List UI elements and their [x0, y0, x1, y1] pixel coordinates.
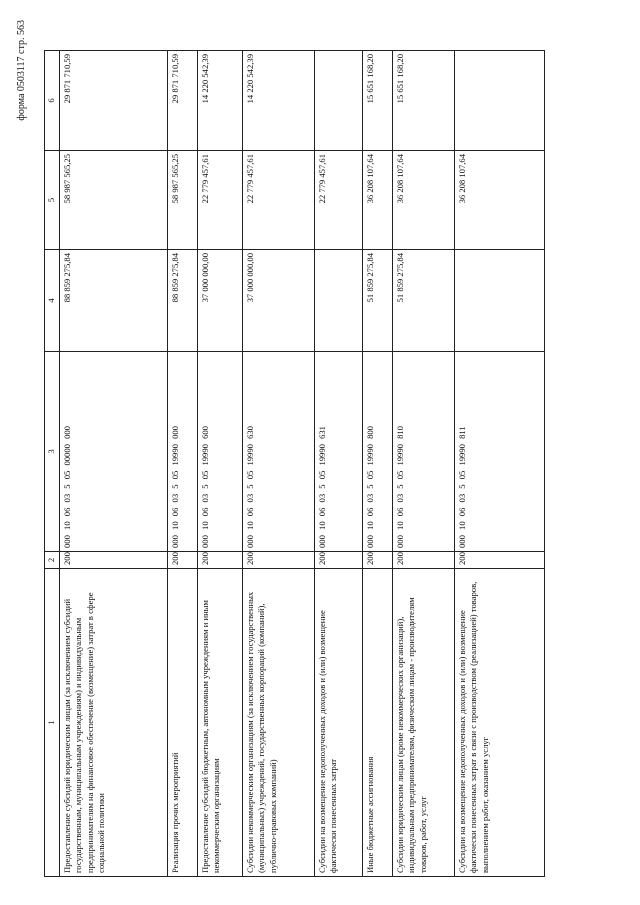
- row-name: Субсидии на возмещение недополученных доходов и (или) возмещение фактически понесенных затрат: [315, 569, 363, 877]
- row-classification-code: 000 10 06 03 5 05 19990 630: [243, 352, 315, 552]
- row-executed: 22 779 457,61: [198, 151, 243, 250]
- table-row: [198, 51, 243, 877]
- row-line-code: 200: [243, 552, 315, 569]
- row-classification-code: 000 10 06 03 5 05 19990 631: [315, 352, 363, 552]
- table-row: [243, 51, 315, 877]
- row-line-code: 200: [168, 552, 198, 569]
- column-header-5: 5: [45, 151, 60, 250]
- row-executed: 58 987 565,25: [60, 151, 168, 250]
- row-classification-code: 000 10 06 03 5 05 19990 810: [393, 352, 455, 552]
- row-unexecuted: [455, 51, 545, 151]
- row-classification-code: 000 10 06 03 5 05 19990 811: [455, 352, 545, 552]
- row-classification-code: 000 10 06 03 5 05 19990 600: [198, 352, 243, 552]
- row-line-code: 200: [363, 552, 393, 569]
- column-header-3: 3: [45, 352, 60, 552]
- row-line-code: 200: [60, 552, 168, 569]
- row-unexecuted: 15 651 168,20: [393, 51, 455, 151]
- table-row: [315, 51, 363, 877]
- row-name: Субсидии на возмещение недополученных доходов и (или) возмещение фактически понесенных затрат в связи с производством (реализацией) товаров, выполнением работ, оказанием услуг: [455, 569, 545, 877]
- row-name: Предоставление субсидий бюджетным, автономным учреждениям и иным некоммерческим организациям: [198, 569, 243, 877]
- row-approved: 37 000 000,00: [243, 250, 315, 352]
- table-row: [455, 51, 545, 877]
- row-unexecuted: [315, 51, 363, 151]
- row-unexecuted: 14 220 542,39: [243, 51, 315, 151]
- table-row: [168, 51, 198, 877]
- row-name: Иные бюджетные ассигнования: [363, 569, 393, 877]
- header-row: [45, 51, 60, 877]
- row-executed: 58 987 565,25: [168, 151, 198, 250]
- row-name: Субсидии юридическим лицам (кроме некоммерческих организаций), индивидуальным предпринимателям, физическим лицам - производителям товаров, работ, услуг: [393, 569, 455, 877]
- row-approved: 51 859 275,84: [393, 250, 455, 352]
- table-row: [393, 51, 455, 877]
- row-classification-code: 000 10 06 03 5 05 19990 000: [168, 352, 198, 552]
- row-line-code: 200: [393, 552, 455, 569]
- row-name: Субсидии некоммерческим организациям (за исключением государственных (муниципальных) учреждений, государственных корпораций (компаний), публично-правовых компаний): [243, 569, 315, 877]
- row-approved: [315, 250, 363, 352]
- row-unexecuted: 15 651 168,20: [363, 51, 393, 151]
- column-header-2: 2: [45, 552, 60, 569]
- form-label: форма 0503117 стр. 563: [16, 20, 27, 121]
- row-name: Реализация прочих мероприятий: [168, 569, 198, 877]
- column-header-6: 6: [45, 51, 60, 151]
- row-approved: 88 859 275,84: [168, 250, 198, 352]
- row-executed: 36 208 107,64: [455, 151, 545, 250]
- row-line-code: 200: [315, 552, 363, 569]
- row-executed: 22 779 457,61: [315, 151, 363, 250]
- row-unexecuted: 29 871 710,59: [168, 51, 198, 151]
- row-line-code: 200: [455, 552, 545, 569]
- row-executed: 22 779 457,61: [243, 151, 315, 250]
- row-classification-code: 000 10 06 03 5 05 00000 000: [60, 352, 168, 552]
- row-unexecuted: 29 871 710,59: [60, 51, 168, 151]
- column-header-1: 1: [45, 569, 60, 877]
- row-classification-code: 000 10 06 03 5 05 19990 800: [363, 352, 393, 552]
- row-unexecuted: 14 220 542,39: [198, 51, 243, 151]
- column-header-4: 4: [45, 250, 60, 352]
- row-approved: 51 859 275,84: [363, 250, 393, 352]
- row-name: Предоставление субсидий юридическим лицам (за исключением субсидий государственным, муниципальным учреждениям) и индивидуальным предпринимателям на финансовое обеспечение (возмещение) затрат в сфере социальной политики: [60, 569, 168, 877]
- row-executed: 36 208 107,64: [363, 151, 393, 250]
- expenditure-table: [44, 50, 545, 877]
- row-approved: 37 000 000,00: [198, 250, 243, 352]
- row-executed: 36 208 107,64: [393, 151, 455, 250]
- table-row: [363, 51, 393, 877]
- row-approved: 88 859 275,84: [60, 250, 168, 352]
- table-row: [60, 51, 168, 877]
- row-approved: [455, 250, 545, 352]
- row-line-code: 200: [198, 552, 243, 569]
